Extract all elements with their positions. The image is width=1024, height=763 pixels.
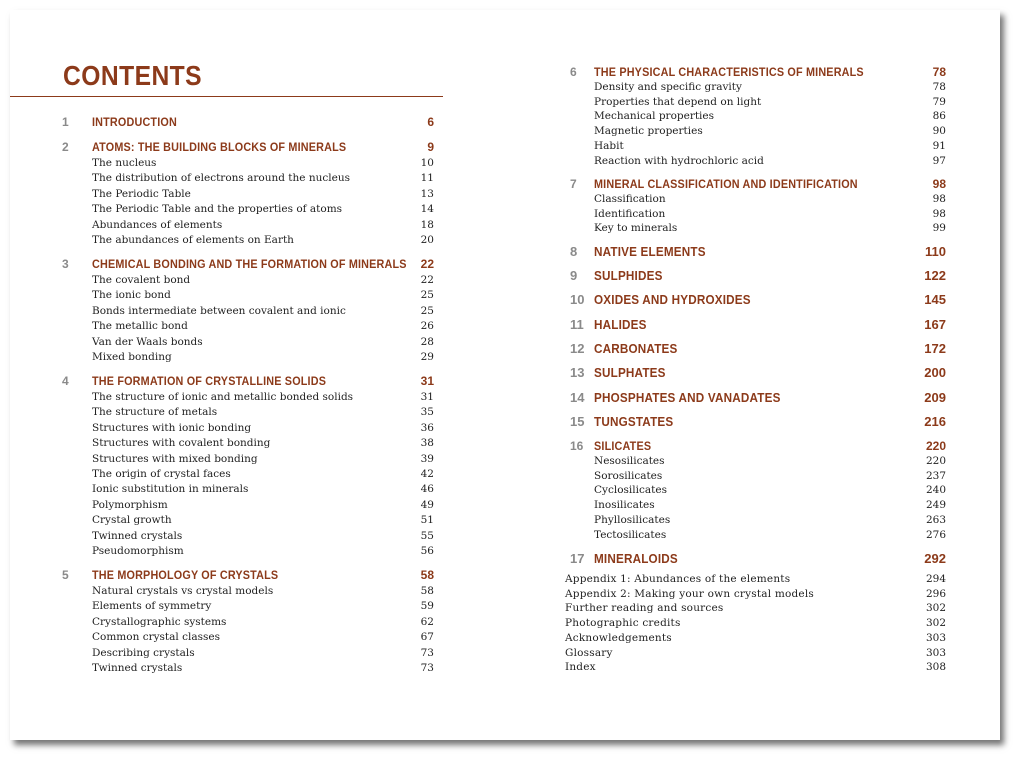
chapter-title: NATIVE ELEMENTS: [594, 244, 706, 259]
appendix-title: Appendix 2: Making your own crystal models: [565, 587, 814, 600]
section-title: Mixed bonding: [92, 351, 172, 363]
section-title: The Periodic Table: [92, 187, 191, 200]
section-title: The origin of crystal faces: [92, 468, 231, 480]
section-page: 26: [420, 320, 434, 333]
chapter-page: 22: [420, 257, 434, 271]
section-page: 42: [420, 468, 434, 480]
appendix-page: 303: [925, 646, 946, 659]
section-page: 14: [420, 203, 434, 216]
chapter-title: MINERALOIDS: [594, 551, 678, 566]
book-spread: [10, 10, 1000, 740]
appendix-title: Photographic credits: [565, 617, 681, 630]
page-title: CONTENTS: [63, 60, 203, 91]
chapter-page: 98: [932, 177, 946, 191]
section-page: 25: [420, 304, 434, 317]
section-page: 59: [420, 600, 434, 613]
chapter-title: CARBONATES: [594, 341, 678, 356]
section-title: Identification: [594, 207, 666, 220]
chapter-title: HALIDES: [594, 317, 647, 332]
section-title: Pseudomorphism: [92, 545, 184, 557]
chapter-title: SULPHIDES: [594, 268, 663, 283]
section-page: 98: [932, 193, 946, 205]
section-title: The structure of ionic and metallic bonded solids: [92, 391, 354, 403]
section-page: 31: [420, 391, 434, 403]
section-title: Structures with mixed bonding: [92, 452, 258, 465]
section-title: Describing crystals: [92, 646, 195, 659]
chapter-title: THE PHYSICAL CHARACTERISTICS OF MINERALS: [594, 65, 864, 79]
section-page: 263: [925, 513, 946, 526]
chapter-page: 122: [924, 268, 946, 283]
section-page: 67: [420, 631, 434, 644]
section-title: The metallic bond: [92, 320, 188, 333]
section-page: 99: [932, 222, 946, 235]
section-page: 36: [420, 421, 434, 434]
chapter-title: PHOSPHATES AND VANADATES: [594, 390, 781, 405]
section-page: 237: [925, 469, 946, 482]
chapter-number: 15: [570, 414, 585, 429]
appendix-title: Appendix 1: Abundances of the elements: [565, 573, 791, 585]
section-page: 79: [932, 95, 946, 108]
chapter-page: 6: [427, 115, 434, 129]
section-page: 58: [420, 585, 434, 597]
appendix-page: 296: [925, 587, 946, 600]
section-page: 22: [420, 274, 434, 286]
section-page: 249: [925, 499, 946, 512]
section-title: Mechanical properties: [594, 110, 715, 123]
section-title: The abundances of elements on Earth: [92, 234, 294, 246]
chapter-page: 167: [924, 317, 946, 332]
chapter-number: 12: [570, 341, 585, 356]
section-page: 38: [420, 437, 434, 450]
chapter-number: 8: [570, 244, 578, 259]
chapter-page: 9: [427, 140, 434, 154]
chapter-page: 110: [925, 244, 946, 259]
section-title: Inosilicates: [594, 499, 655, 512]
appendix-title: Glossary: [565, 646, 613, 659]
chapter-number: 10: [570, 292, 585, 307]
chapter-number: 1: [62, 115, 69, 129]
section-page: 18: [420, 218, 434, 231]
chapter-page: 220: [925, 439, 946, 453]
chapter-title: CHEMICAL BONDING AND THE FORMATION OF MINERALS: [92, 257, 407, 271]
section-title: Key to minerals: [594, 222, 678, 235]
appendix-page: 302: [925, 617, 946, 630]
chapter-page: 31: [420, 374, 434, 388]
section-page: 86: [932, 110, 946, 123]
section-page: 46: [420, 483, 434, 496]
chapter-page: 200: [924, 365, 946, 380]
chapter-number: 11: [570, 317, 584, 332]
section-page: 13: [420, 187, 434, 200]
appendix-title: Acknowledgements: [565, 631, 672, 644]
section-title: Ionic substitution in minerals: [92, 483, 249, 496]
section-title: Cyclosilicates: [594, 484, 667, 497]
section-title: Common crystal classes: [92, 631, 220, 644]
section-page: 28: [420, 335, 434, 348]
section-title: Structures with ionic bonding: [92, 421, 252, 434]
section-page: 73: [420, 646, 434, 659]
section-title: Abundances of elements: [92, 218, 223, 231]
chapter-number: 5: [62, 568, 69, 582]
section-page: 35: [420, 406, 434, 419]
chapter-number: 17: [570, 551, 585, 566]
section-title: Phyllosilicates: [594, 513, 671, 526]
section-title: Habit: [594, 139, 624, 152]
section-title: Reaction with hydrochloric acid: [594, 154, 764, 167]
section-title: Polymorphism: [92, 498, 168, 511]
chapter-number: 4: [62, 374, 69, 388]
chapter-title: OXIDES AND HYDROXIDES: [594, 292, 751, 307]
section-title: Crystal growth: [92, 514, 172, 527]
chapter-title: TUNGSTATES: [594, 414, 674, 429]
section-title: Van der Waals bonds: [92, 335, 203, 348]
section-page: 97: [932, 154, 946, 167]
appendix-page: 303: [925, 631, 946, 644]
chapter-title: MINERAL CLASSIFICATION AND IDENTIFICATION: [594, 177, 858, 191]
section-page: 10: [420, 157, 434, 169]
chapter-number: 2: [62, 140, 69, 154]
section-page: 78: [932, 81, 946, 93]
section-page: 90: [932, 125, 946, 138]
section-page: 220: [925, 455, 946, 467]
section-page: 11: [420, 172, 434, 185]
section-title: The ionic bond: [92, 289, 171, 302]
chapter-number: 6: [570, 65, 577, 79]
section-title: Tectosilicates: [594, 528, 667, 541]
chapter-title: SULPHATES: [594, 365, 666, 380]
section-title: The nucleus: [92, 157, 157, 169]
section-page: 20: [420, 234, 434, 246]
section-page: 276: [925, 528, 946, 541]
chapter-page: 292: [924, 551, 946, 566]
section-title: Magnetic properties: [594, 125, 703, 138]
chapter-page: 216: [924, 414, 946, 429]
section-page: 25: [420, 289, 434, 302]
section-page: 240: [925, 484, 946, 497]
section-title: The structure of metals: [92, 406, 218, 419]
section-title: Classification: [594, 193, 666, 205]
section-title: Twinned crystals: [92, 662, 183, 674]
chapter-page: 172: [924, 341, 946, 356]
appendix-title: Further reading and sources: [565, 602, 724, 615]
chapter-page: 209: [924, 390, 946, 405]
section-title: Twinned crystals: [92, 529, 183, 542]
section-page: 73: [420, 662, 434, 674]
appendix-page: 294: [925, 573, 946, 585]
section-title: The distribution of electrons around the nucleus: [92, 172, 350, 185]
chapter-number: 14: [570, 390, 585, 405]
section-page: 39: [420, 452, 434, 465]
chapter-title: THE MORPHOLOGY OF CRYSTALS: [92, 568, 279, 582]
chapter-title: THE FORMATION OF CRYSTALLINE SOLIDS: [92, 374, 327, 388]
section-title: Density and specific gravity: [594, 81, 742, 93]
section-title: Properties that depend on light: [594, 95, 762, 108]
section-title: Structures with covalent bonding: [92, 437, 271, 450]
section-title: The covalent bond: [92, 274, 191, 286]
chapter-number: 9: [570, 268, 578, 283]
appendix-title: Index: [565, 661, 596, 674]
chapter-number: 16: [570, 439, 584, 453]
title-rule: [10, 96, 443, 97]
section-page: 98: [932, 207, 946, 220]
section-title: Nesosilicates: [594, 455, 665, 467]
section-title: The Periodic Table and the properties of atoms: [92, 203, 343, 216]
chapter-number: 7: [570, 177, 577, 191]
appendix-page: 302: [925, 602, 946, 615]
section-page: 51: [420, 514, 434, 527]
chapter-number: 13: [570, 365, 585, 380]
section-title: Natural crystals vs crystal models: [92, 585, 274, 597]
section-page: 29: [420, 351, 434, 363]
section-title: Bonds intermediate between covalent and ionic: [92, 304, 346, 317]
chapter-page: 78: [932, 65, 946, 79]
chapter-title: SILICATES: [594, 439, 652, 453]
chapter-page: 145: [924, 292, 946, 307]
chapter-title: INTRODUCTION: [92, 115, 177, 129]
section-title: Crystallographic systems: [92, 615, 227, 628]
section-page: 55: [420, 529, 434, 542]
section-page: 91: [932, 139, 946, 152]
chapter-title: ATOMS: THE BUILDING BLOCKS OF MINERALS: [92, 140, 347, 154]
section-title: Elements of symmetry: [92, 600, 212, 613]
chapter-page: 58: [420, 568, 434, 582]
section-page: 56: [420, 545, 434, 557]
appendix-page: 308: [925, 661, 946, 674]
section-page: 49: [420, 498, 434, 511]
section-page: 62: [420, 615, 434, 628]
section-title: Sorosilicates: [594, 469, 663, 482]
chapter-number: 3: [62, 257, 69, 271]
